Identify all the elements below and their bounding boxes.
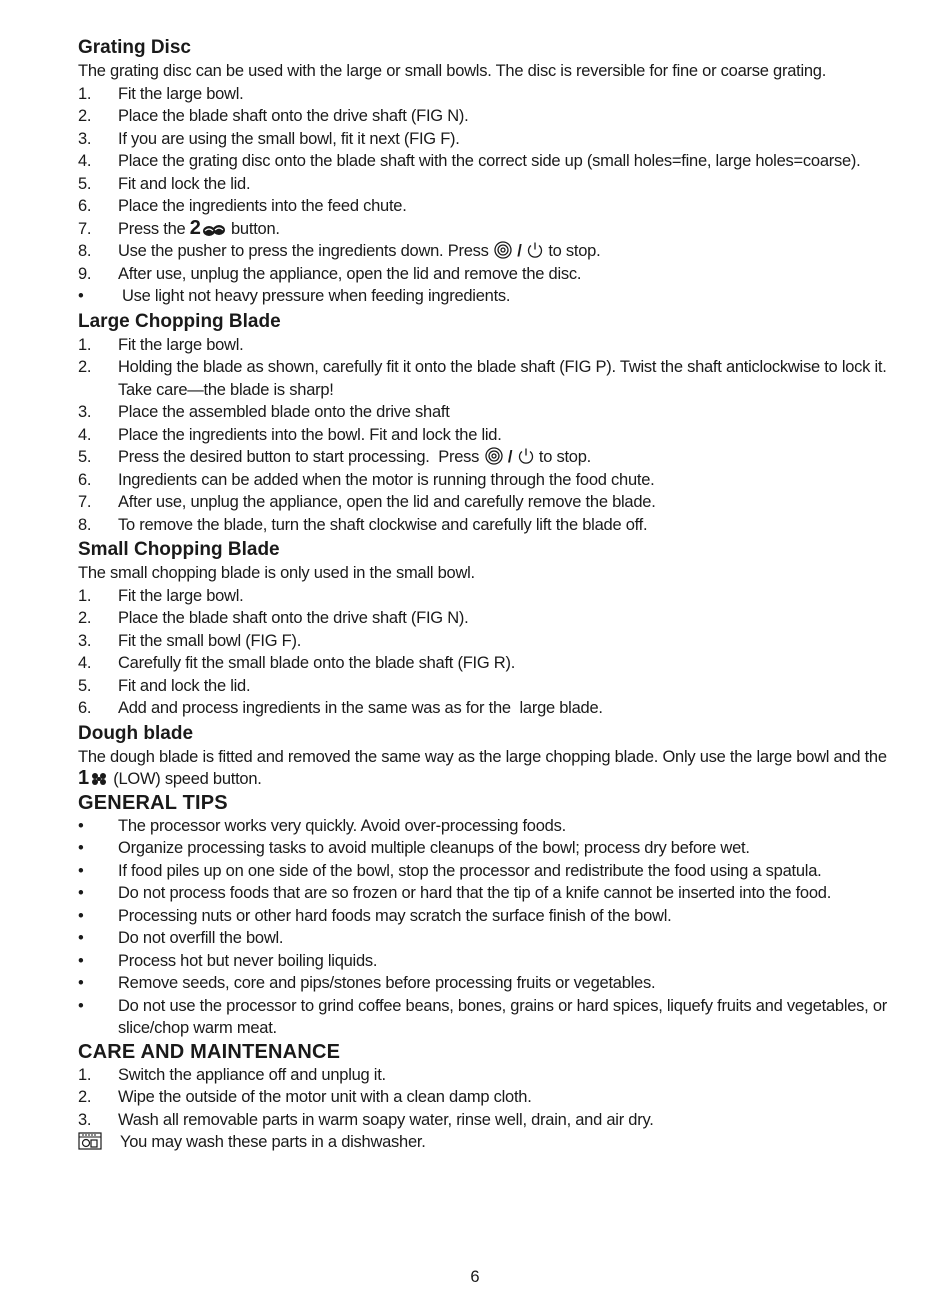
list-item: 2. Wipe the outside of the motor unit with a clean damp cloth. (78, 1088, 532, 1106)
speed-number-2: 2 (189, 216, 201, 239)
grating-intro: The grating disc can be used with the large or small bowls. The disc is reversible for fine or coarse grating. (78, 62, 827, 80)
list-item: • Process hot but never boiling liquids. (78, 951, 378, 970)
grating-steps (78, 83, 888, 308)
list-item: 4. Carefully fit the small blade onto the blade shaft (FIG R). (78, 654, 516, 672)
list-item: 4. Place the grating disc onto the blade shaft with the correct side up (small holes=fine, large holes=coarse). (78, 152, 861, 170)
list-item: • Organize processing tasks to avoid multiple cleanups of the bowl; process dry before wet. (78, 839, 750, 857)
list-item: 1. Fit the large bowl. (78, 335, 244, 354)
grating-speed-icon (201, 223, 227, 237)
large-blade-steps (78, 334, 888, 537)
low-speed-icon (89, 771, 109, 787)
dough-intro: The dough blade is fitted and removed the same way as the large chopping blade. Only use the large bowl and the 1 (LOW) speed button. (78, 747, 887, 789)
list-item: 7. After use, unplug the appliance, open the lid and carefully remove the blade. (78, 493, 656, 511)
list-item: • Processing nuts or other hard foods may scratch the surface finish of the bowl. (78, 906, 672, 925)
list-item: 3. Fit the small bowl (FIG F). (78, 631, 302, 650)
list-item: 2. Place the blade shaft onto the drive shaft (FIG N). (78, 609, 469, 627)
page-number: 6 (470, 1268, 480, 1286)
section-title-grating-disc: Grating Disc (78, 37, 191, 58)
list-item: • If food piles up on one side of the bowl, stop the processor and redistribute the food using a spatula. (78, 861, 822, 880)
list-item: • Do not overfill the bowl. (78, 929, 284, 947)
list-item: • The processor works very quickly. Avoid over-processing foods. (78, 816, 566, 835)
list-item: 8. To remove the blade, turn the shaft clockwise and carefully lift the blade off. (78, 515, 648, 534)
list-item: 5. Fit and lock the lid. (78, 174, 251, 193)
list-item: • Do not use the processor to grind coffee beans, bones, grains or hard spices, liquefy fruits and vegetables, or slice/chop warm meat. (78, 996, 887, 1037)
small-blade-intro: The small chopping blade is only used in the small bowl. (78, 564, 475, 582)
list-item: 6. Ingredients can be added when the motor is running through the food chute. (78, 470, 655, 489)
list-item: 6. Place the ingredients into the feed chute. (78, 197, 407, 215)
list-item: 1. Fit the large bowl. (78, 586, 244, 605)
section-title-general-tips: GENERAL TIPS (78, 791, 228, 814)
list-item: 6. Add and process ingredients in the same was as for the large blade. (78, 699, 603, 717)
list-item: 5. Fit and lock the lid. (78, 676, 251, 695)
list-item: 3. Wash all removable parts in warm soapy water, rinse well, drain, and air dry. (78, 1110, 654, 1129)
power-icon (517, 447, 535, 465)
general-tips-list (78, 815, 888, 1040)
list-item: 8. Use the pusher to press the ingredients down. Press / to stop. (78, 242, 601, 260)
pulse-icon (493, 241, 513, 259)
pulse-icon (484, 447, 504, 465)
list-item: 9. After use, unplug the appliance, open the lid and remove the disc. (78, 264, 582, 283)
manual-page (78, 36, 888, 1154)
list-item: • Remove seeds, core and pips/stones before processing fruits or vegetables. (78, 974, 656, 992)
section-title-care-and-maintenance: CARE AND MAINTENANCE (78, 1040, 341, 1063)
care-steps (78, 1064, 888, 1154)
list-item: 3. Place the assembled blade onto the drive shaft (78, 403, 450, 421)
power-icon (526, 241, 544, 259)
list-item: You may wash these parts in a dishwasher. (78, 1131, 888, 1154)
list-item: 5. Press the desired button to start processing. Press / to stop. (78, 448, 591, 466)
section-title-large-chopping-blade: Large Chopping Blade (78, 310, 281, 332)
list-item: 1. Switch the appliance off and unplug it. (78, 1065, 386, 1084)
list-item: 4. Place the ingredients into the bowl. Fit and lock the lid. (78, 425, 502, 444)
list-item: • Use light not heavy pressure when feeding ingredients. (78, 287, 511, 305)
small-blade-steps (78, 585, 888, 720)
section-title-small-chopping-blade: Small Chopping Blade (78, 539, 280, 560)
list-item: • Do not process foods that are so frozen or hard that the tip of a knife cannot be inserted into the food. (78, 884, 832, 902)
list-item: 7. Press the 2 button. (78, 216, 280, 239)
speed-number-1: 1 (78, 767, 89, 789)
dishwasher-icon (78, 1132, 102, 1150)
list-item: 3. If you are using the small bowl, fit it next (FIG F). (78, 129, 460, 148)
list-item: 1. Fit the large bowl. (78, 84, 244, 103)
section-title-dough-blade: Dough blade (78, 722, 194, 744)
list-item: 2. Place the blade shaft onto the drive shaft (FIG N). (78, 107, 469, 125)
list-item: 2. Holding the blade as shown, carefully fit it onto the blade shaft (FIG P). Twist the shaft anticlockwise to lock it. Take care—the blade is sharp! (78, 358, 887, 399)
